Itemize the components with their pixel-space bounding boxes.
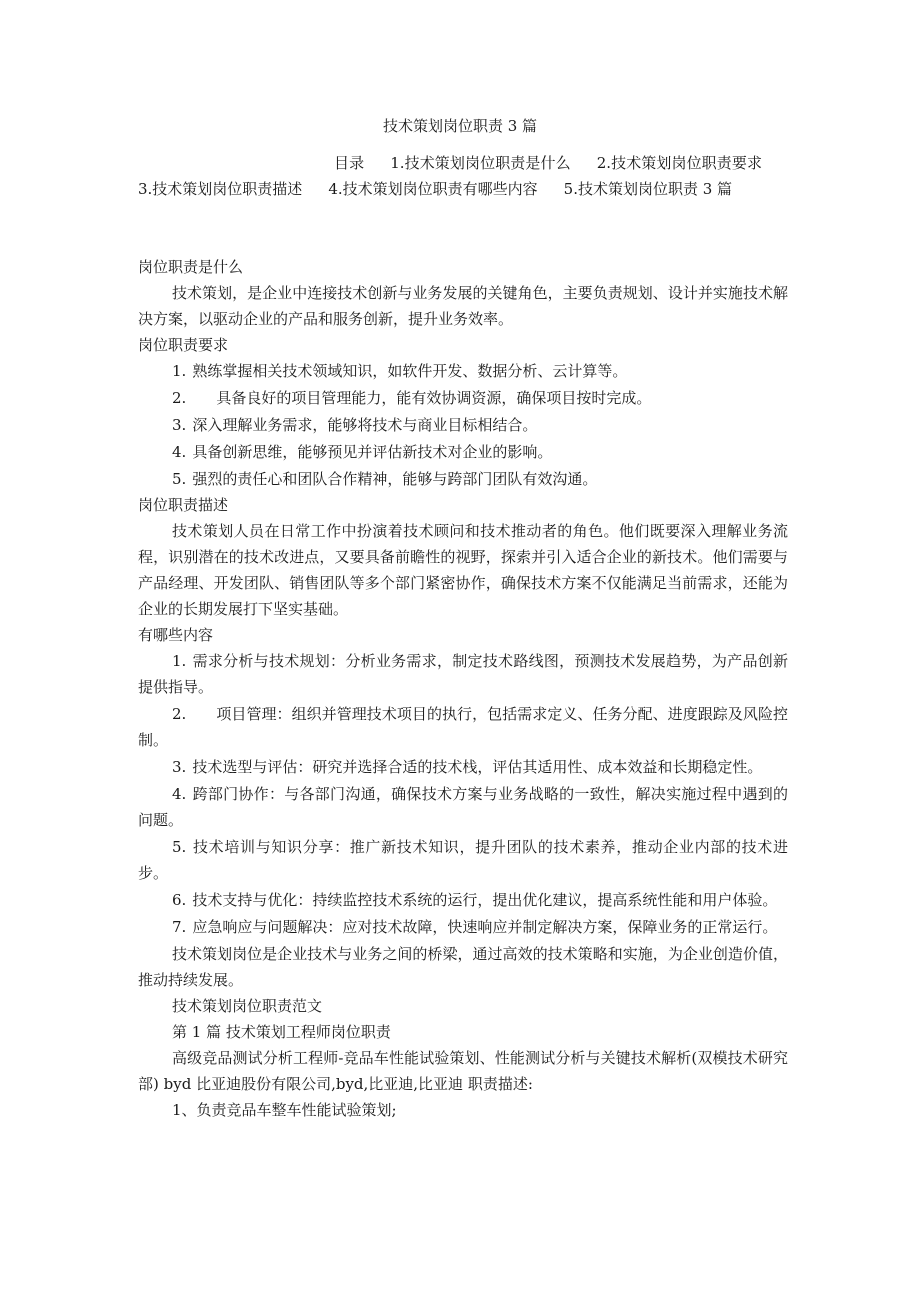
toc-item: 5.技术策划岗位职责 3 篇 bbox=[563, 180, 733, 198]
list-text: 具备良好的项目管理能力，能有效协调资源，确保项目按时完成。 bbox=[216, 389, 652, 407]
list-item bbox=[138, 358, 788, 384]
list-number: 4. bbox=[172, 443, 187, 461]
list-text: 项目管理：组织并管理技术项目的执行，包括需求定义、任务分配、进度跟踪及风险控制。 bbox=[138, 705, 788, 749]
list-number: 6. bbox=[172, 891, 187, 909]
list-text: 跨部门协作：与各部门沟通，确保技术方案与业务战略的一致性，解决实施过程中遇到的问题。 bbox=[138, 785, 788, 829]
list-item bbox=[138, 439, 788, 465]
document-title: 技术策划岗位职责 3 篇 bbox=[382, 117, 538, 135]
list-number: 3. bbox=[172, 758, 187, 776]
list-item bbox=[138, 385, 788, 411]
document-body bbox=[138, 254, 788, 1123]
list-item: 1、负责竞品车整车性能试验策划; bbox=[172, 1101, 397, 1119]
list-item bbox=[138, 781, 788, 833]
section-heading: 有哪些内容 bbox=[138, 626, 214, 644]
list-item bbox=[138, 887, 788, 913]
section-heading: 岗位职责是什么 bbox=[138, 258, 244, 276]
list-text: 深入理解业务需求，能够将技术与商业目标相结合。 bbox=[192, 416, 538, 434]
list-item bbox=[138, 701, 788, 753]
list-number: 3. bbox=[172, 416, 187, 434]
list-number: 7. bbox=[172, 918, 187, 936]
list-number: 1. bbox=[172, 652, 187, 670]
paragraph: 技术策划，是企业中连接技术创新与业务发展的关键角色，主要负责规划、设计并实施技术解决方案，以驱动企业的产品和服务创新，提升业务效率。 bbox=[138, 284, 788, 328]
list-text: 技术支持与优化：持续监控技术系统的运行，提出优化建议，提高系统性能和用户体验。 bbox=[192, 891, 778, 909]
list-number: 2. bbox=[172, 705, 187, 723]
list-item bbox=[138, 466, 788, 492]
toc-item: 1.技术策划岗位职责是什么 bbox=[390, 154, 571, 172]
list-text: 具备创新思维，能够预见并评估新技术对企业的影响。 bbox=[192, 443, 553, 461]
toc-item: 4.技术策划岗位职责有哪些内容 bbox=[328, 180, 538, 198]
paragraph: 技术策划人员在日常工作中扮演着技术顾问和技术推动者的角色。他们既要深入理解业务流程，识别潜在的技术改进点，又要具备前瞻性的视野，探索并引入适合企业的新技术。他们需要与产品经理、开发团队、销售团队等多个部门紧密协作，确保技术方案不仅能满足当前需求，还能为企业的长期发展打下坚实基础。 bbox=[138, 522, 788, 618]
section-heading: 岗位职责描述 bbox=[138, 496, 229, 514]
list-number: 1. bbox=[172, 362, 187, 380]
list-number: 4. bbox=[172, 785, 187, 803]
list-item bbox=[138, 914, 788, 940]
section-heading: 岗位职责要求 bbox=[138, 336, 229, 354]
list-number: 5. bbox=[172, 470, 187, 488]
list-text: 强烈的责任心和团队合作精神，能够与跨部门团队有效沟通。 bbox=[192, 470, 598, 488]
toc-item: 3.技术策划岗位职责描述 bbox=[138, 180, 303, 198]
list-number: 2. bbox=[172, 389, 187, 407]
list-text: 应急响应与问题解决：应对技术故障，快速响应并制定解决方案，保障业务的正常运行。 bbox=[192, 918, 778, 936]
list-text: 熟练掌握相关技术领域知识，如软件开发、数据分析、云计算等。 bbox=[192, 362, 628, 380]
paragraph: 高级竞品测试分析工程师-竞品车性能试验策划、性能测试分析与关键技术解析(双模技术研究部) byd 比亚迪股份有限公司,byd,比亚迪,比亚迪 职责描述: bbox=[138, 1049, 788, 1093]
list-item bbox=[138, 754, 788, 780]
list-text: 技术选型与评估：研究并选择合适的技术栈，评估其适用性、成本效益和长期稳定性。 bbox=[192, 758, 763, 776]
list-number: 5. bbox=[172, 838, 187, 856]
toc-label: 目录 bbox=[334, 154, 365, 172]
table-of-contents bbox=[138, 150, 788, 202]
toc-item: 2.技术策划岗位职责要求 bbox=[596, 154, 762, 172]
summary-paragraph: 技术策划岗位是企业技术与业务之间的桥梁，通过高效的技术策略和实施，为企业创造价值，推动持续发展。 bbox=[138, 945, 788, 989]
list-item bbox=[138, 412, 788, 438]
list-item bbox=[138, 648, 788, 700]
list-text: 技术培训与知识分享：推广新技术知识，提升团队的技术素养，推动企业内部的技术进步。 bbox=[138, 838, 788, 882]
list-text: 需求分析与技术规划：分析业务需求，制定技术路线图，预测技术发展趋势，为产品创新提供指导。 bbox=[138, 652, 788, 696]
article-title: 第 1 篇 技术策划工程师岗位职责 bbox=[172, 1023, 391, 1041]
list-item bbox=[138, 834, 788, 886]
section-heading: 技术策划岗位职责范文 bbox=[172, 997, 323, 1015]
